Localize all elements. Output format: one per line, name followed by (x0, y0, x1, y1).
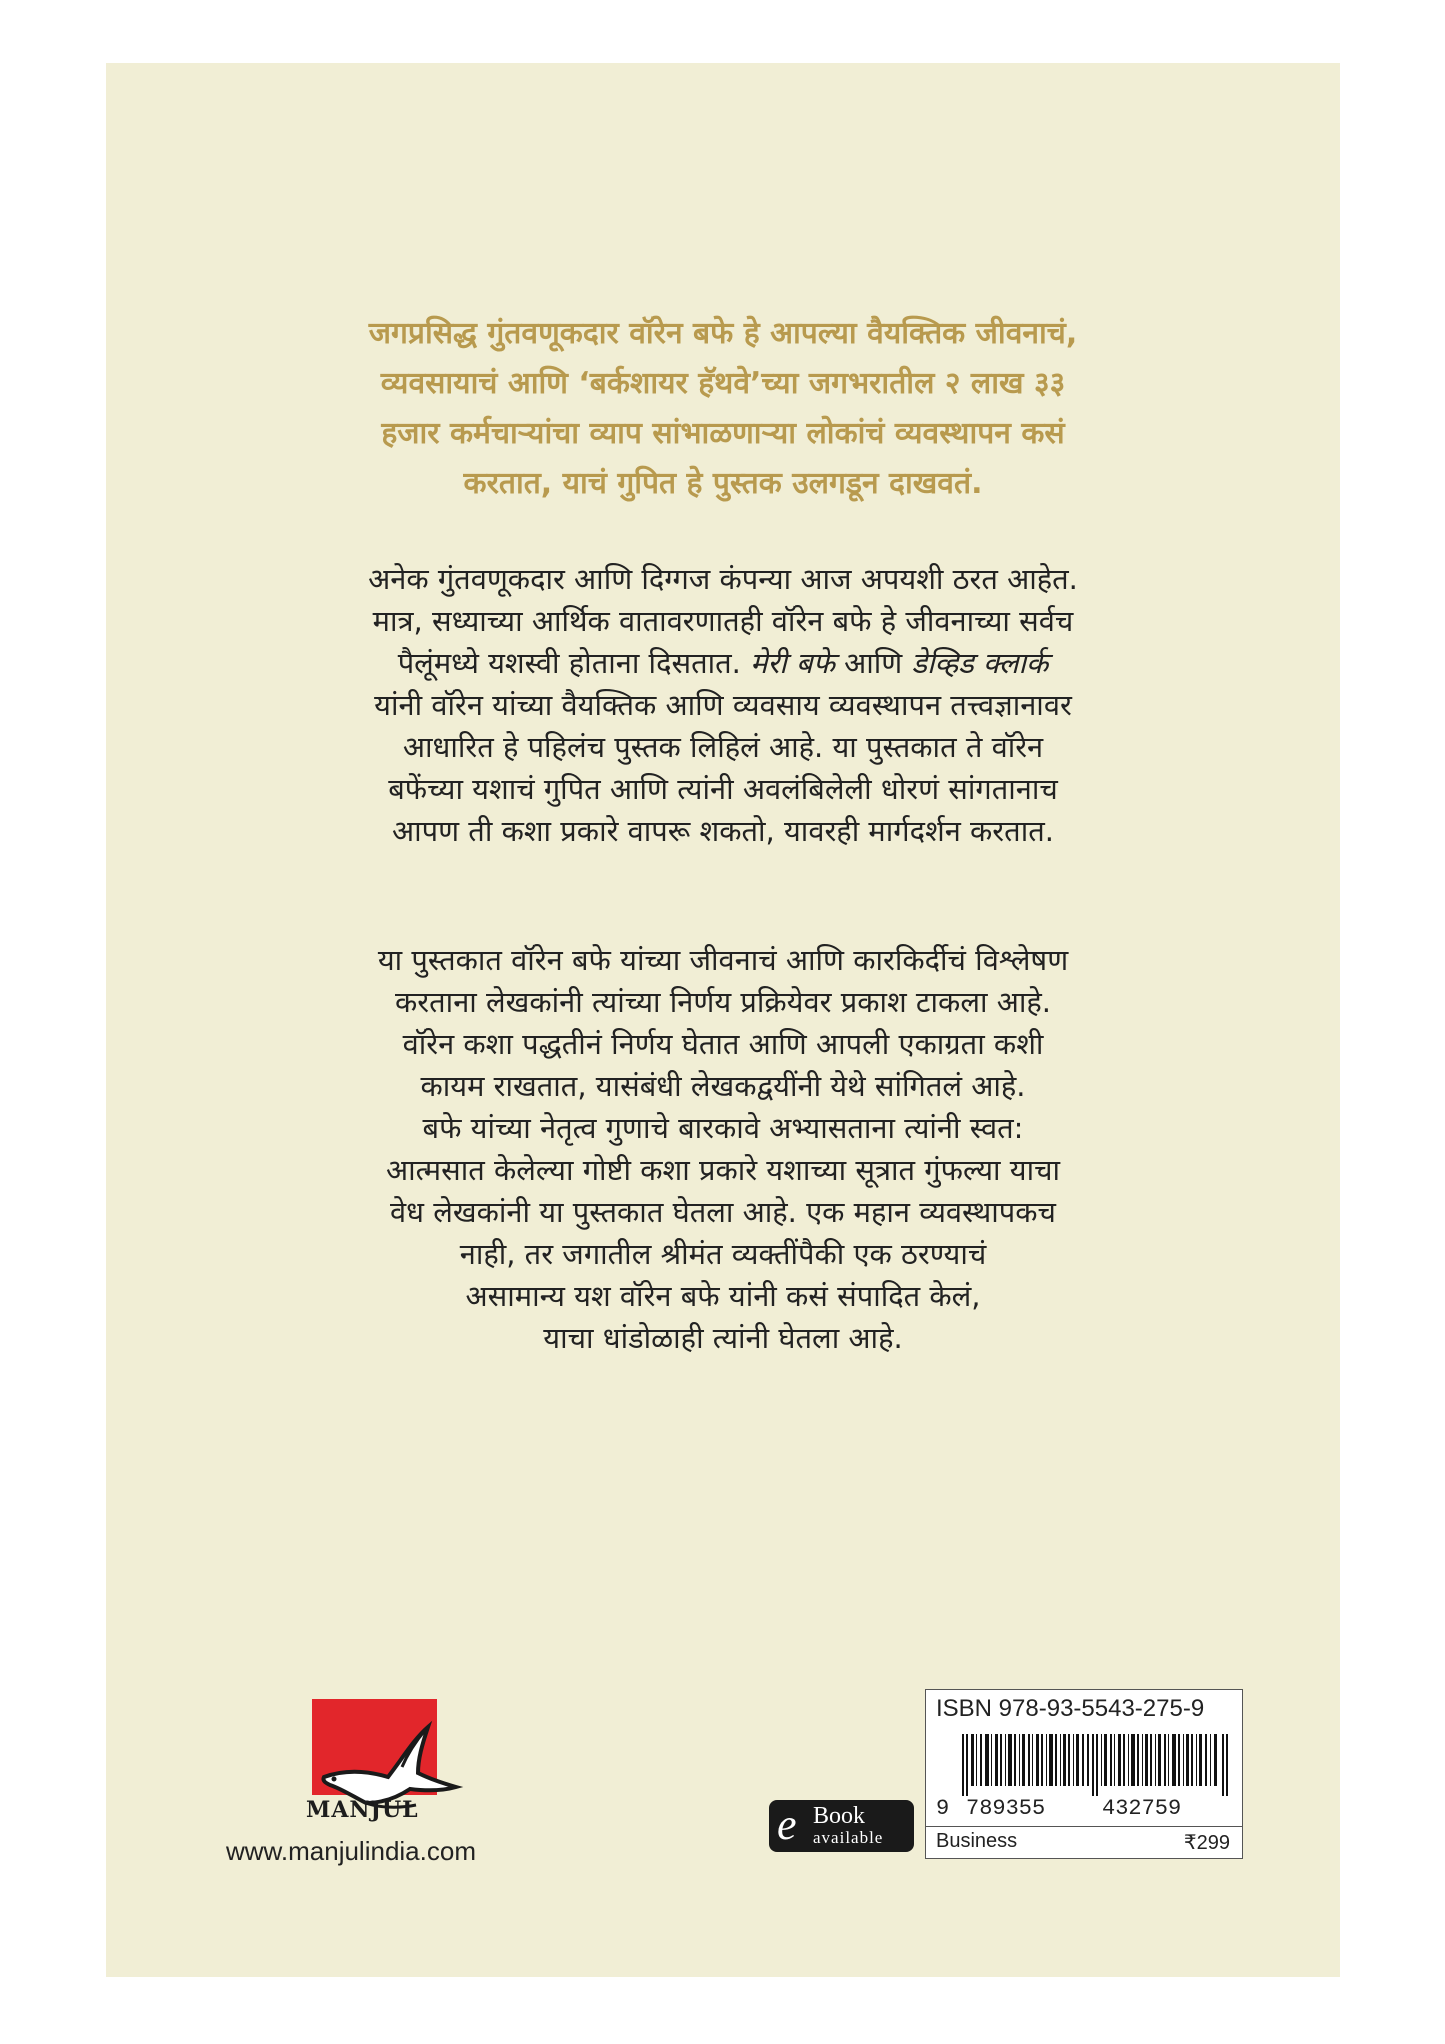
blurb-line: करतात, याचं गुपित हे पुस्तक उलगडून दाखवतं. (463, 466, 983, 501)
description-paragraph-2 (106, 939, 1340, 1359)
text-line: कायम राखतात, यासंबंधी लेखकद्वयींनी येथे सांगितलं आहे. (420, 1069, 1026, 1103)
text-line: करताना लेखकांनी त्यांच्या निर्णय प्रक्रियेवर प्रकाश टाकला आहे. (395, 985, 1051, 1019)
text-segment: आणि (834, 646, 912, 680)
blurb-highlight (106, 309, 1340, 509)
book-category: Business (936, 1830, 1018, 1852)
text-line: अनेक गुंतवणूकदार आणि दिग्गज कंपन्या आज अपयशी ठरत आहेत. (368, 562, 1078, 596)
text-line: नाही, तर जगातील श्रीमंत व्यक्तींपैकी एक ठरण्याचं (459, 1237, 987, 1271)
ebook-available-badge (769, 1800, 914, 1852)
ebook-book: Book (813, 1803, 866, 1829)
text-line: या पुस्तकात वॉरेन बफे यांच्या जीवनाचं आणि कारकिर्दीचं विश्लेषण (377, 943, 1069, 977)
blurb-line: हजार कर्मचाऱ्यांचा व्याप सांभाळणाऱ्या लोकांचं व्यवस्थापन कसं (381, 416, 1065, 451)
text-line: वॉरेन कशा पद्धतीनं निर्णय घेतात आणि आपली एकाग्रता कशी (402, 1027, 1044, 1061)
isbn-number: ISBN 978-93-5543-275-9 (936, 1695, 1205, 1722)
back-cover (106, 63, 1340, 1977)
barcode-digits-right: 432759 (1102, 1796, 1182, 1821)
publisher-website[interactable]: www.manjulindia.com (226, 1836, 476, 1866)
isbn-barcode-box (925, 1689, 1243, 1859)
blurb-line: व्यवसायाचं आणि ‘बर्कशायर हॅथवे’च्या जगभरातील २ लाख ३३ (380, 366, 1066, 401)
text-line: वेध लेखकांनी या पुस्तकात घेतला आहे. एक महान व्यवस्थापकच (390, 1195, 1056, 1229)
ebook-e: e (777, 1800, 797, 1849)
ebook-available: available (813, 1828, 884, 1847)
author-name-2: डेव्हिड क्लार्क (911, 646, 1049, 680)
text-line: आधारित हे पहिलंच पुस्तक लिहिलं आहे. या पुस्तकात ते वॉरेन (402, 730, 1044, 764)
text-line (106, 642, 1340, 684)
barcode-digits-left: 789355 (966, 1796, 1046, 1821)
text-line: याचा धांडोळाही त्यांनी घेतला आहे. (543, 1321, 903, 1355)
text-segment: पैलूंमध्ये यशस्वी होताना दिसतात. (397, 646, 751, 680)
text-line: बफेंच्या यशाचं गुपित आणि त्यांनी अवलंबिलेली धोरणं सांगतानाच (388, 772, 1058, 806)
divider (926, 1826, 1242, 1827)
publisher-name: MANJUL (306, 1797, 419, 1823)
text-line: आपण ती कशा प्रकारे वापरू शकतो, यावरही मार्गदर्शन करतात. (392, 814, 1054, 848)
book-price: ₹299 (1183, 1832, 1230, 1854)
text-line: असामान्य यश वॉरेन बफे यांनी कसं संपादित केलं, (465, 1279, 981, 1313)
text-line: यांनी वॉरेन यांच्या वैयक्तिक आणि व्यवसाय व्यवस्थापन तत्त्वज्ञानावर (374, 688, 1072, 722)
author-name-1: मेरी बफे (750, 646, 835, 680)
text-line: मात्र, सध्याच्या आर्थिक वातावरणातही वॉरेन बफे हे जीवनाच्या सर्वच (372, 604, 1074, 638)
barcode-icon (962, 1734, 1230, 1796)
description-paragraph-1 (106, 558, 1340, 852)
blurb-line: जगप्रसिद्ध गुंतवणूकदार वॉरेन बफे हे आपल्या वैयक्तिक जीवनाचं, (368, 316, 1078, 351)
text-line: बफे यांच्या नेतृत्व गुणाचे बारकावे अभ्यासताना त्यांनी स्वत: (422, 1111, 1024, 1145)
barcode-digit-first: 9 (936, 1796, 950, 1821)
text-line: आत्मसात केलेल्या गोष्टी कशा प्रकारे यशाच्या सूत्रात गुंफल्या याचा (385, 1153, 1061, 1187)
